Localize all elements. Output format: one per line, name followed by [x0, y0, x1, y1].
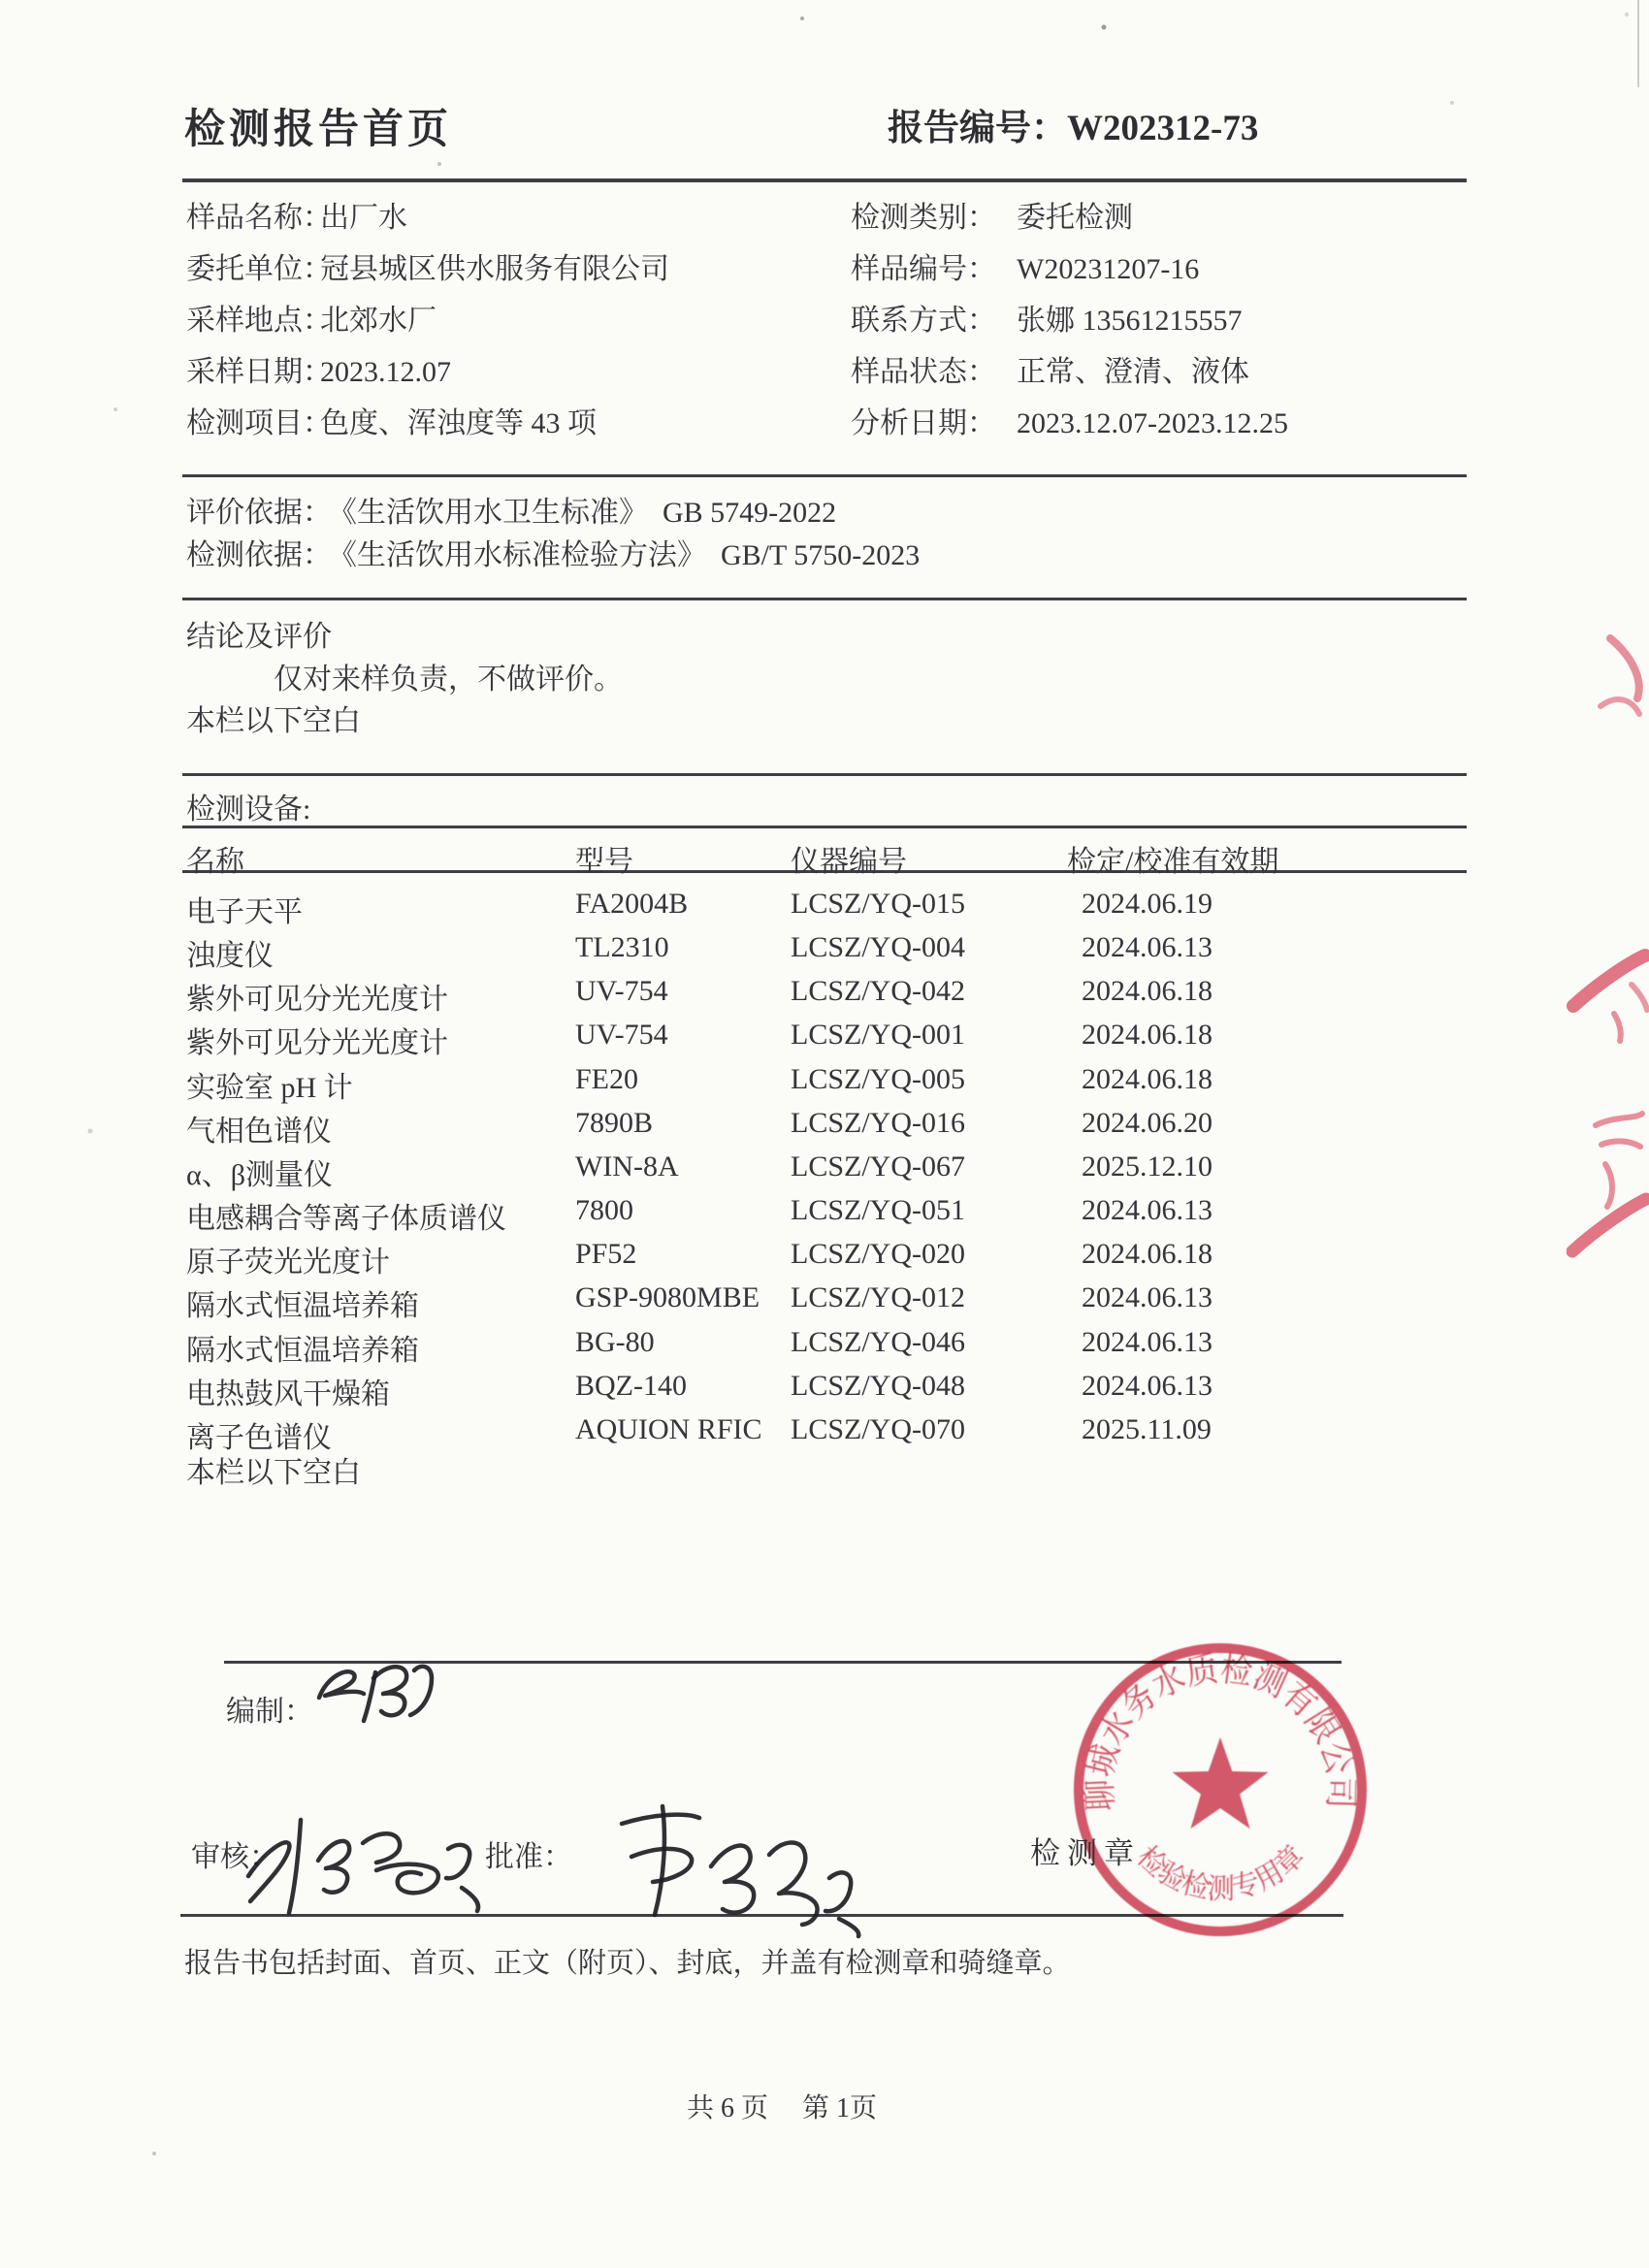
reviewed-label: 审核：	[191, 1841, 278, 1873]
equipment-row	[186, 1281, 1469, 1325]
page-number: 共 6 页 第 1页	[686, 2093, 877, 2123]
field-label-client: 委托单位：	[186, 253, 332, 285]
field-value-sample-no: W20231207-16	[1017, 253, 1200, 285]
equipment-cell-name: 电子天平	[186, 896, 303, 928]
equipment-blank-note: 本栏以下空白	[186, 1457, 361, 1489]
company-stamp	[1065, 1635, 1375, 1945]
equipment-row	[186, 931, 1469, 975]
equipment-cell-model: TL2310	[575, 931, 669, 964]
field-value-sampling-date: 2023.12.07	[320, 356, 451, 388]
equipment-cell-instrument_no: LCSZ/YQ-046	[791, 1325, 965, 1358]
equipment-cell-name: 电感耦合等离子体质谱仪	[186, 1203, 506, 1236]
equipment-cell-instrument_no: LCSZ/YQ-051	[791, 1194, 965, 1227]
equipment-cell-name: 隔水式恒温培养箱	[186, 1334, 419, 1367]
stamp-bottom-text: 检验检测专用章	[1130, 1838, 1312, 1906]
equipment-cell-name: 紫外可见分光光度计	[186, 984, 448, 1017]
equipment-cell-model: BG-80	[575, 1325, 655, 1358]
equipment-header-name: 名称	[186, 846, 244, 878]
equipment-cell-model: FE20	[575, 1062, 639, 1095]
equipment-cell-instrument_no: LCSZ/YQ-048	[791, 1369, 965, 1402]
equipment-cell-model: 7890B	[575, 1106, 654, 1139]
equipment-row	[186, 1019, 1469, 1062]
equipment-cell-name: 浊度仪	[186, 940, 274, 973]
equipment-header-model: 型号	[575, 846, 633, 878]
equipment-header-valid-until: 检定/校准有效期	[1067, 846, 1279, 878]
basis-label-evaluation: 评价依据：	[186, 497, 332, 529]
conclusion-heading: 结论及评价	[186, 621, 332, 653]
equipment-cell-instrument_no: LCSZ/YQ-012	[791, 1281, 965, 1314]
conclusion-body: 仅对来样负责，不做评价。	[274, 664, 623, 696]
field-value-analysis-date: 2023.12.07-2023.12.25	[1017, 407, 1288, 439]
equipment-cell-valid_until: 2025.11.09	[1082, 1412, 1212, 1445]
underline-equipment-label	[182, 826, 1467, 828]
divider-conclusion	[182, 773, 1467, 776]
basis-value-method: 《生活饮用水标准检验方法》 GB/T 5750-2023	[328, 539, 921, 571]
equipment-cell-name: 原子荧光光度计	[186, 1247, 390, 1280]
field-label-sampling-date: 采样日期：	[186, 356, 332, 388]
equipment-row	[186, 1326, 1469, 1370]
field-label-sampling-site: 采样地点：	[186, 305, 332, 337]
equipment-cell-name: 实验室 pH 计	[186, 1071, 353, 1104]
equipment-header-instrument-no: 仪器编号	[791, 846, 907, 878]
equipment-cell-name: 气相色谱仪	[186, 1115, 332, 1148]
report-number	[888, 109, 1258, 150]
equipment-cell-valid_until: 2025.12.10	[1082, 1150, 1212, 1183]
approved-label: 批准：	[485, 1841, 572, 1873]
field-label-test-items: 检测项目：	[186, 407, 332, 439]
equipment-row	[186, 975, 1469, 1019]
equipment-cell-valid_until: 2024.06.13	[1082, 931, 1212, 964]
field-label-sample-state: 样品状态：	[851, 356, 996, 388]
approved-signature	[597, 1795, 888, 1945]
equipment-cell-valid_until: 2024.06.13	[1082, 1325, 1212, 1358]
equipment-cell-model: AQUION RFIC	[575, 1412, 762, 1445]
edge-stamp-fragment	[1581, 631, 1649, 737]
field-value-test-type: 委托检测	[1017, 202, 1133, 234]
equipment-cell-model: PF52	[575, 1238, 637, 1271]
equipment-cell-model: UV-754	[575, 975, 668, 1008]
equipment-cell-name: 隔水式恒温培养箱	[186, 1290, 419, 1323]
equipment-section-label: 检测设备:	[186, 794, 311, 826]
field-label-contact: 联系方式：	[851, 305, 996, 337]
equipment-cell-name: α、β测量仪	[186, 1158, 333, 1191]
field-label-analysis-date: 分析日期：	[851, 407, 996, 439]
equipment-cell-valid_until: 2024.06.18	[1082, 1019, 1212, 1052]
edge-stamp-fragment	[1564, 946, 1649, 1053]
field-value-client: 冠县城区供水服务有限公司	[320, 253, 669, 285]
prepared-label: 编制：	[226, 1696, 313, 1728]
divider-info	[182, 474, 1467, 477]
field-value-sample-state: 正常、澄清、液体	[1017, 356, 1249, 388]
field-label-sample-no: 样品编号：	[851, 253, 996, 285]
equipment-cell-valid_until: 2024.06.13	[1082, 1281, 1212, 1314]
equipment-cell-name: 紫外可见分光光度计	[186, 1027, 448, 1060]
divider-basis	[182, 598, 1467, 600]
equipment-row	[186, 1107, 1469, 1150]
equipment-cell-model: UV-754	[575, 1019, 668, 1052]
equipment-cell-instrument_no: LCSZ/YQ-005	[791, 1062, 965, 1095]
equipment-cell-model: BQZ-140	[575, 1369, 687, 1402]
equipment-cell-name: 电热鼓风干燥箱	[186, 1377, 390, 1410]
equipment-row	[186, 1194, 1469, 1238]
report-number-value: W202312-73	[1067, 109, 1259, 148]
stamp-caption: 检测章	[1030, 1836, 1141, 1870]
page-title: 检测报告首页	[184, 108, 453, 152]
field-label-sample-name: 样品名称：	[186, 202, 332, 234]
equipment-cell-valid_until: 2024.06.13	[1082, 1194, 1212, 1227]
field-value-contact: 张娜 13561215557	[1017, 305, 1243, 337]
edge-stamp-fragment	[1567, 1106, 1649, 1261]
equipment-cell-model: WIN-8A	[575, 1150, 679, 1183]
equipment-cell-instrument_no: LCSZ/YQ-020	[791, 1238, 965, 1271]
equipment-row	[186, 1150, 1469, 1194]
equipment-cell-instrument_no: LCSZ/YQ-016	[791, 1106, 965, 1139]
prepared-signature	[301, 1647, 456, 1744]
equipment-rows	[186, 888, 1469, 1460]
equipment-cell-instrument_no: LCSZ/YQ-067	[791, 1150, 965, 1183]
equipment-cell-valid_until: 2024.06.18	[1082, 1238, 1212, 1271]
equipment-row	[186, 1063, 1469, 1107]
equipment-cell-model: 7800	[575, 1194, 633, 1227]
equipment-row	[186, 1238, 1469, 1281]
basis-label-method: 检测依据：	[186, 539, 332, 571]
scan-noise	[0, 0, 2, 2]
field-label-test-type: 检测类别：	[851, 202, 996, 234]
equipment-cell-instrument_no: LCSZ/YQ-015	[791, 888, 965, 920]
equipment-cell-instrument_no: LCSZ/YQ-004	[791, 931, 965, 964]
equipment-row	[186, 1413, 1469, 1457]
equipment-cell-name: 离子色谱仪	[186, 1421, 332, 1454]
conclusion-blank-note: 本栏以下空白	[186, 705, 361, 737]
equipment-cell-valid_until: 2024.06.13	[1082, 1369, 1212, 1402]
footer-note: 报告书包括封面、首页、正文（附页）、封底，并盖有检测章和骑缝章。	[184, 1948, 1071, 1979]
field-value-sampling-site: 北郊水厂	[320, 305, 436, 337]
equipment-cell-valid_until: 2024.06.20	[1082, 1106, 1212, 1139]
stamp-arc-text: 聊城水务水质检测有限公司	[1080, 1648, 1361, 1813]
report-number-label: 报告编号：	[888, 109, 1067, 148]
field-value-sample-name: 出厂水	[320, 202, 407, 234]
equipment-cell-valid_until: 2024.06.18	[1082, 1062, 1212, 1095]
equipment-cell-instrument_no: LCSZ/YQ-042	[791, 975, 965, 1008]
equipment-row	[186, 888, 1469, 931]
scan-edge-line	[1637, 0, 1639, 87]
equipment-header-row	[186, 837, 1469, 878]
equipment-cell-valid_until: 2024.06.18	[1082, 975, 1212, 1008]
equipment-cell-instrument_no: LCSZ/YQ-001	[791, 1019, 965, 1052]
equipment-cell-model: GSP-9080MBE	[575, 1281, 760, 1314]
reviewed-signature	[233, 1802, 495, 1928]
equipment-cell-instrument_no: LCSZ/YQ-070	[791, 1412, 965, 1445]
equipment-cell-model: FA2004B	[575, 888, 689, 920]
stamp-star-icon	[1173, 1737, 1269, 1829]
field-value-test-items: 色度、浑浊度等 43 项	[320, 407, 597, 439]
divider-header	[182, 178, 1467, 182]
equipment-row	[186, 1370, 1469, 1413]
basis-value-evaluation: 《生活饮用水卫生标准》 GB 5749-2022	[328, 497, 837, 529]
equipment-cell-valid_until: 2024.06.19	[1082, 888, 1212, 920]
